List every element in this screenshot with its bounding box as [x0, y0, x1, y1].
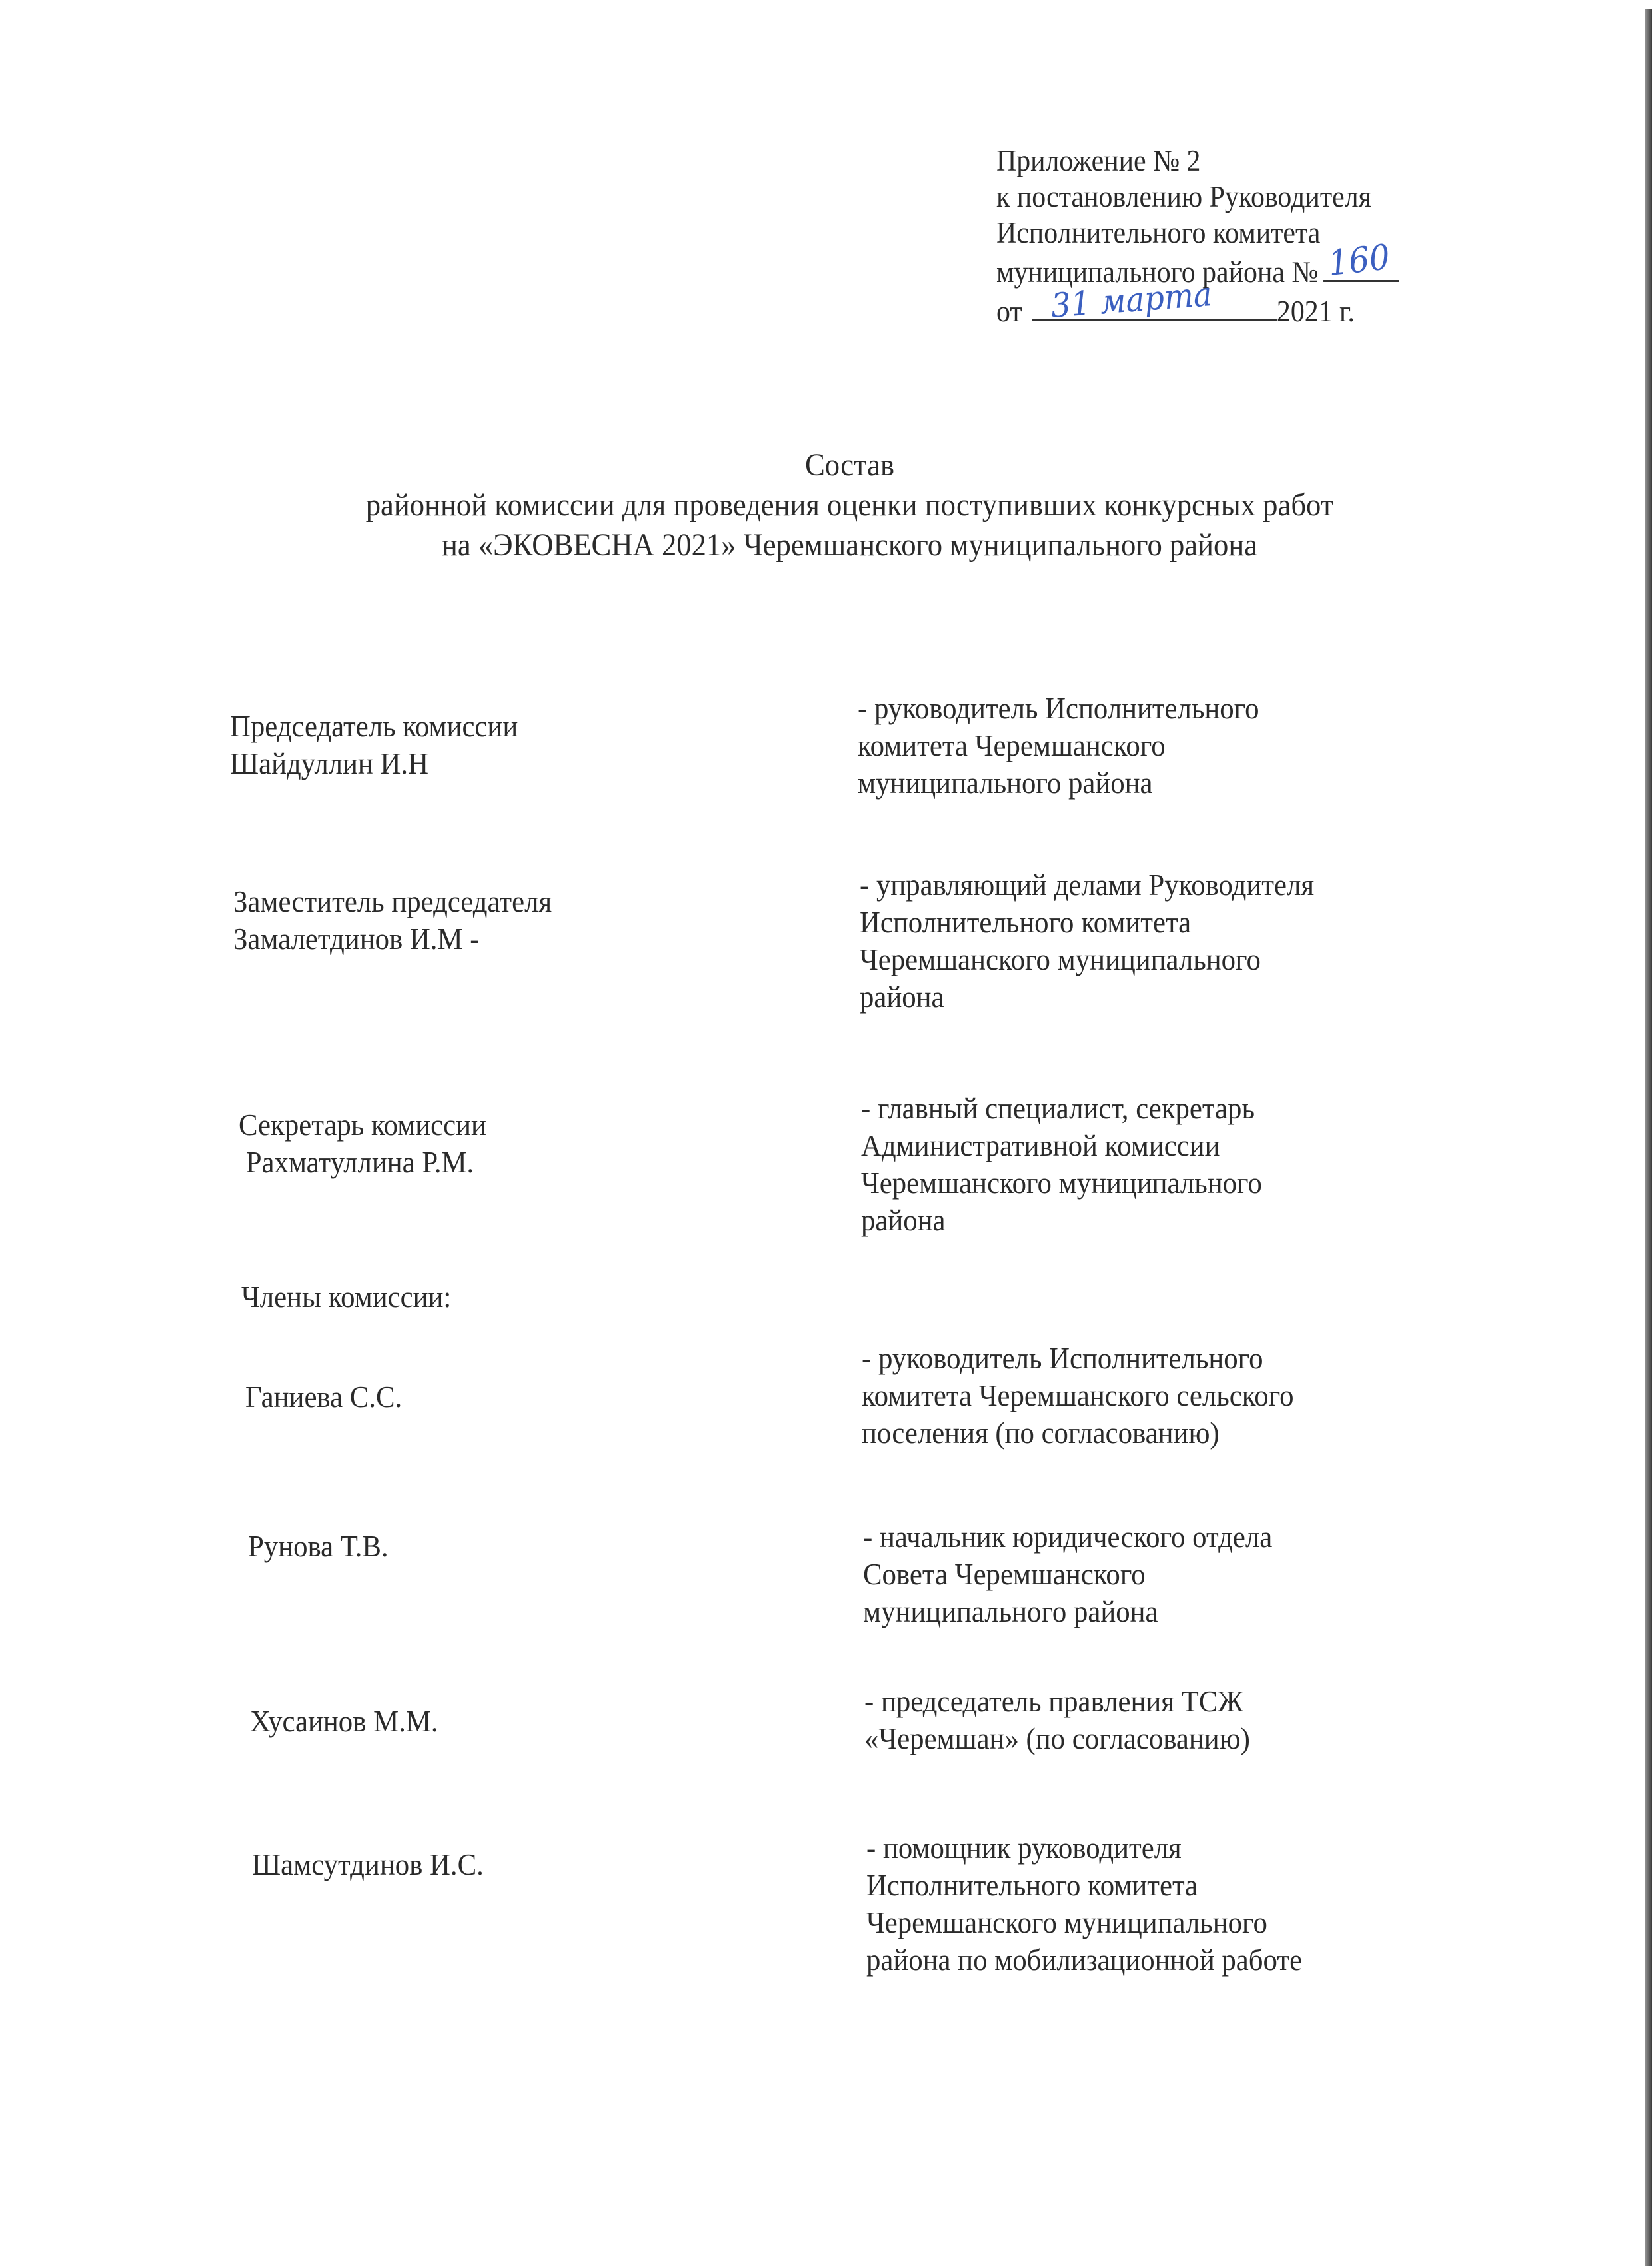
member-name: Шамсутдинов И.С.: [252, 1847, 484, 1881]
member-role-name: [239, 1106, 486, 1181]
member-name: Рахматуллина Р.М.: [239, 1145, 474, 1179]
member-role-name: [248, 1528, 389, 1565]
position-line: «Черемшан» (по согласованию): [864, 1721, 1250, 1755]
member-name: Шайдуллин И.Н: [230, 746, 428, 780]
member-position: [866, 1829, 1302, 1979]
members-label: Члены комиссии:: [241, 1280, 452, 1314]
position-line: - руководитель Исполнительного: [858, 691, 1259, 725]
member-name: Рунова Т.В.: [248, 1529, 389, 1563]
resolution-number-field: [1323, 237, 1399, 285]
appendix-header: [996, 143, 1399, 329]
appendix-line-5: [996, 275, 1399, 329]
role-label: Заместитель председателя: [233, 884, 552, 918]
member-role-name: [252, 1846, 484, 1883]
position-line: - председатель правления ТСЖ: [864, 1684, 1243, 1718]
position-line: Исполнительного комитета: [860, 905, 1192, 939]
appendix-line-2: к постановлению Руководителя: [996, 180, 1371, 213]
date-year: 2021 г.: [1276, 295, 1355, 328]
member-role-name: [230, 708, 518, 782]
position-line: Черемшанского муниципального: [866, 1905, 1267, 1939]
position-line: Совета Черемшанского: [863, 1557, 1146, 1591]
date-field: [1032, 275, 1277, 325]
position-line: - главный специалист, секретарь: [861, 1091, 1255, 1125]
date-prefix: от: [996, 295, 1022, 328]
position-line: - помощник руководителя: [866, 1831, 1182, 1865]
member-name: Замалетдинов И.М -: [233, 922, 480, 956]
position-line: комитета Черемшанского сельского: [862, 1378, 1294, 1412]
position-line: комитета Черемшанского: [858, 728, 1166, 762]
member-position: [858, 690, 1259, 802]
member-position: [861, 1090, 1262, 1239]
resolution-number-label: муниципального района №: [996, 255, 1319, 289]
position-line: Черемшанского муниципального: [861, 1166, 1262, 1200]
scan-border: [1645, 9, 1652, 2266]
position-line: - управляющий делами Руководителя: [860, 868, 1315, 902]
position-line: поселения (по согласованию): [862, 1416, 1220, 1450]
position-line: района по мобилизационной работе: [866, 1943, 1303, 1977]
position-line: района: [860, 980, 944, 1014]
appendix-line-1: Приложение № 2: [996, 144, 1201, 177]
position-line: - руководитель Исполнительного: [862, 1341, 1263, 1375]
member-position: [863, 1518, 1272, 1630]
position-line: района: [861, 1203, 946, 1237]
title-line-2: районной комиссии для проведения оценки поступивших конкурсных работ: [365, 487, 1334, 523]
member-position: [864, 1683, 1250, 1757]
member-role-name: [233, 883, 552, 958]
role-label: Председатель комиссии: [230, 709, 518, 743]
title-line-1: Состав: [805, 447, 894, 483]
member-role-name: [245, 1378, 402, 1416]
position-line: Черемшанского муниципального: [860, 942, 1261, 976]
position-line: муниципального района: [863, 1594, 1158, 1628]
position-line: Исполнительного комитета: [866, 1868, 1198, 1902]
member-name: Ганиева С.С.: [245, 1380, 403, 1414]
members-heading: [241, 1278, 451, 1316]
member-role-name: [250, 1703, 438, 1740]
handwritten-date: 31 марта: [1049, 275, 1213, 325]
document-title: [200, 445, 1499, 565]
handwritten-number: 160: [1326, 237, 1392, 285]
position-line: - начальник юридического отдела: [863, 1520, 1273, 1554]
member-name: Хусаинов М.М.: [250, 1704, 438, 1738]
position-line: Административной комиссии: [861, 1128, 1220, 1162]
member-position: [860, 866, 1314, 1016]
member-position: [862, 1340, 1294, 1452]
appendix-line-3: Исполнительного комитета: [996, 216, 1321, 249]
role-label: Секретарь комиссии: [239, 1108, 486, 1142]
title-line-3: на «ЭКОВЕСНА 2021» Черемшанского муниципального района: [441, 527, 1258, 563]
position-line: муниципального района: [858, 766, 1153, 800]
